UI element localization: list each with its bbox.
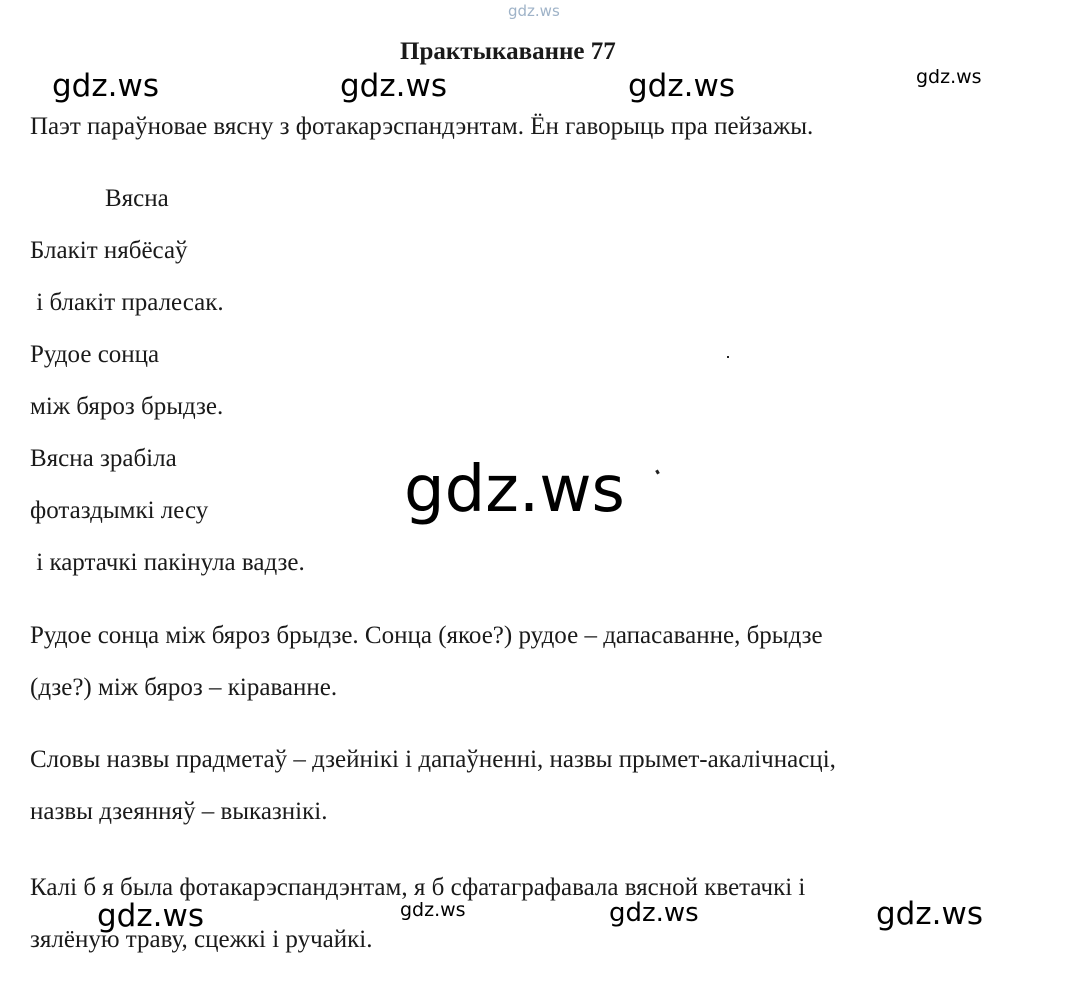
page-title: Практыкаванне 77	[400, 38, 616, 65]
conclusion-line: Калі б я была фотакарэспандэнтам, я б сфатаграфавала вясной кветачкі і	[30, 874, 806, 901]
poem-line: і блакіт пралесак.	[30, 289, 224, 316]
watermark: gdz.ws	[876, 896, 983, 932]
poem-line: Блакіт нябёсаў	[30, 237, 188, 264]
top-watermark: gdz.ws	[508, 2, 560, 20]
poem-line: фотаздымкі лесу	[30, 497, 209, 524]
intro-text: Паэт параўновае вясну з фотакарэспандэнтам. Ён гаворыць пра пейзажы.	[30, 113, 814, 140]
poem-line: між бяроз брыдзе.	[30, 393, 224, 420]
poem-title: Вясна	[105, 185, 169, 212]
conclusion-line: зялёную траву, сцежкі і ручайкі.	[30, 926, 373, 953]
watermark: gdz.ws	[916, 66, 982, 88]
poem-line: Вясна зрабіла	[30, 445, 177, 472]
poem-line: і картачкі пакінула вадзе.	[30, 549, 305, 576]
watermark: gdz.ws	[97, 898, 204, 934]
analysis-line: (дзе?) між бяроз – кіраванне.	[30, 674, 338, 701]
poem-line: Рудое сонца	[30, 341, 160, 368]
parts-of-speech-line: Словы назвы прадметаў – дзейнікі і дапаўненні, назвы прымет-акалічнасці,	[30, 746, 836, 773]
watermark: gdz.ws	[340, 68, 447, 104]
scan-speck	[655, 470, 660, 475]
scan-speck	[727, 356, 729, 358]
watermark: gdz.ws	[400, 899, 466, 921]
watermark: gdz.ws	[609, 898, 699, 928]
watermark: gdz.ws	[52, 68, 159, 104]
watermark: gdz.ws	[628, 68, 735, 104]
parts-of-speech-line: назвы дзеянняў – выказнікі.	[30, 798, 328, 825]
watermark-center: gdz.ws	[404, 453, 625, 527]
analysis-line: Рудое сонца між бяроз брыдзе. Сонца (якое?) рудое – дапасаванне, брыдзе	[30, 622, 823, 649]
